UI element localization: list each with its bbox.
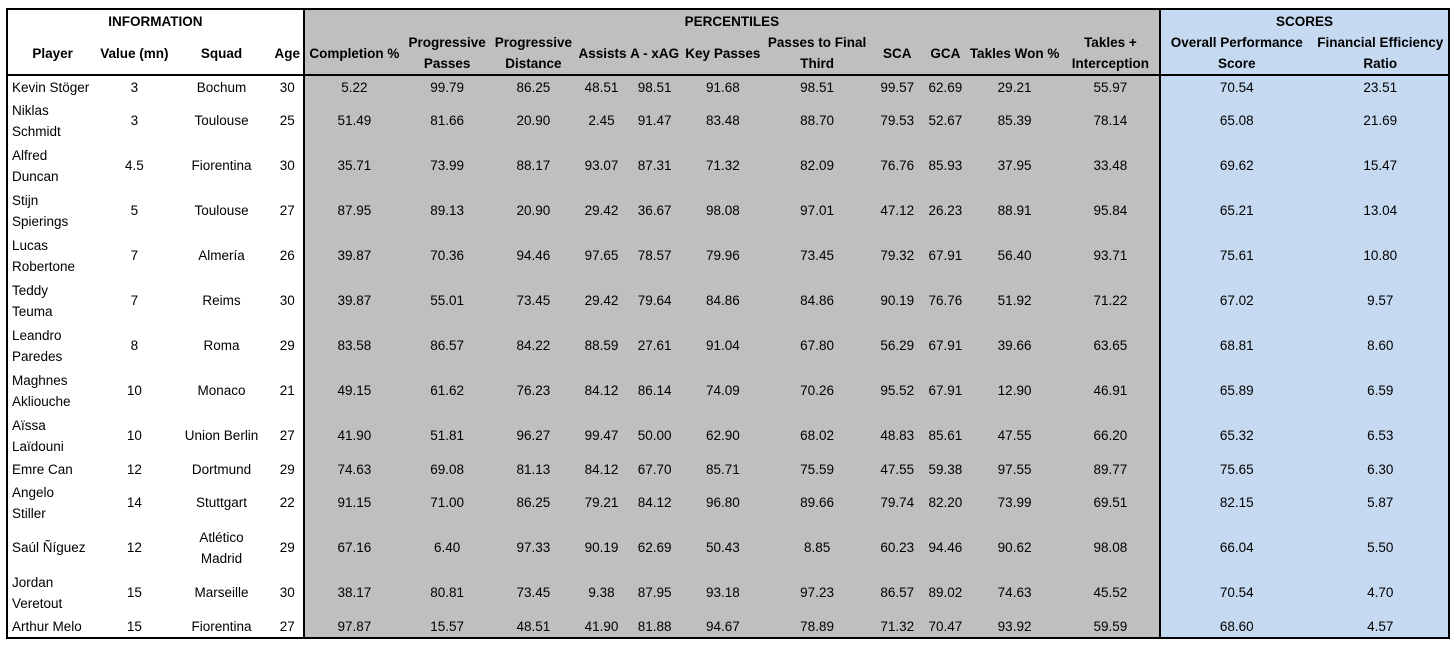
cell-sca: 47.12 (871, 188, 923, 233)
col-header-value: Value (mn) (97, 32, 171, 75)
cell-completion: 41.90 (304, 413, 404, 458)
cell-a-xag: 78.57 (627, 233, 683, 278)
cell-takles-interception: 45.52 (1062, 570, 1160, 615)
table-body (7, 75, 1449, 638)
col-header-financial-efficiency: Financial Efficiency Ratio (1313, 32, 1450, 75)
cell-takles-interception: 46.91 (1062, 368, 1160, 413)
cell-overall-performance: 65.32 (1160, 413, 1312, 458)
cell-financial-efficiency: 5.50 (1313, 525, 1450, 570)
cell-squad: Union Berlin (184, 428, 259, 443)
cell-progressive-distance: 76.23 (490, 368, 576, 413)
cell-value: 15 (126, 585, 142, 600)
cell-takles-won: 74.63 (967, 570, 1061, 615)
table-row (7, 98, 1449, 143)
cell-player: Lucas Robertone (12, 237, 76, 274)
cell-completion: 38.17 (304, 570, 404, 615)
cell-squad: Marseille (194, 585, 249, 600)
cell-takles-interception: 89.77 (1062, 458, 1160, 480)
cell-passes-final-third: 89.66 (763, 480, 871, 525)
col-header-squad: Squad (171, 32, 271, 75)
cell-gca: 67.91 (923, 368, 967, 413)
cell-squad: Toulouse (194, 203, 249, 218)
cell-sca: 48.83 (871, 413, 923, 458)
cell-value: 5 (130, 203, 139, 218)
cell-key-passes: 96.80 (683, 480, 763, 525)
cell-value: 8 (130, 338, 139, 353)
cell-value: 3 (130, 113, 139, 128)
cell-squad: Monaco (197, 383, 246, 398)
cell-progressive-passes: 89.13 (404, 188, 490, 233)
cell-financial-efficiency: 6.59 (1313, 368, 1450, 413)
cell-progressive-distance: 73.45 (490, 570, 576, 615)
cell-passes-final-third: 75.59 (763, 458, 871, 480)
cell-age: 27 (272, 413, 304, 458)
cell-financial-efficiency: 21.69 (1313, 98, 1450, 143)
cell-progressive-passes: 80.81 (404, 570, 490, 615)
cell-value: 14 (126, 495, 142, 510)
cell-gca: 52.67 (923, 98, 967, 143)
cell-assists: 29.42 (576, 278, 626, 323)
cell-sca: 76.76 (871, 143, 923, 188)
cell-assists: 9.38 (576, 570, 626, 615)
col-header-passes-final-third: Passes to Final Third (763, 32, 871, 75)
table-row (7, 233, 1449, 278)
cell-key-passes: 94.67 (683, 615, 763, 638)
cell-passes-final-third: 8.85 (763, 525, 871, 570)
cell-player: Teddy Teuma (12, 282, 53, 319)
cell-sca: 99.57 (871, 75, 923, 98)
col-header-a-xag: A - xAG (627, 32, 683, 75)
cell-assists: 84.12 (576, 368, 626, 413)
cell-key-passes: 98.08 (683, 188, 763, 233)
cell-player: Arthur Melo (12, 618, 82, 634)
cell-key-passes: 62.90 (683, 413, 763, 458)
cell-sca: 86.57 (871, 570, 923, 615)
cell-overall-performance: 67.02 (1160, 278, 1312, 323)
cell-takles-won: 12.90 (967, 368, 1061, 413)
cell-player: Emre Can (12, 461, 73, 477)
cell-completion: 83.58 (304, 323, 404, 368)
col-header-overall-performance: Overall Performance Score (1160, 32, 1312, 75)
cell-age: 29 (272, 323, 304, 368)
cell-a-xag: 87.31 (627, 143, 683, 188)
table-row (7, 323, 1449, 368)
cell-squad: Bochum (196, 79, 247, 95)
cell-completion: 35.71 (304, 143, 404, 188)
col-header-player: Player (7, 32, 97, 75)
cell-a-xag: 98.51 (627, 75, 683, 98)
cell-assists: 2.45 (576, 98, 626, 143)
cell-financial-efficiency: 6.53 (1313, 413, 1450, 458)
cell-progressive-distance: 20.90 (490, 188, 576, 233)
cell-age: 29 (272, 525, 304, 570)
cell-a-xag: 62.69 (627, 525, 683, 570)
cell-passes-final-third: 78.89 (763, 615, 871, 638)
cell-completion: 5.22 (304, 75, 404, 98)
cell-overall-performance: 70.54 (1160, 75, 1312, 98)
group-scores: SCORES (1160, 9, 1449, 32)
cell-squad: Atlético Madrid (199, 529, 244, 566)
cell-progressive-distance: 88.17 (490, 143, 576, 188)
cell-age: 21 (272, 368, 304, 413)
cell-sca: 71.32 (871, 615, 923, 638)
cell-a-xag: 79.64 (627, 278, 683, 323)
cell-assists: 88.59 (576, 323, 626, 368)
cell-sca: 95.52 (871, 368, 923, 413)
cell-progressive-distance: 81.13 (490, 458, 576, 480)
table-row (7, 615, 1449, 638)
cell-progressive-passes: 86.57 (404, 323, 490, 368)
cell-value: 7 (130, 248, 139, 263)
cell-assists: 29.42 (576, 188, 626, 233)
cell-financial-efficiency: 10.80 (1313, 233, 1450, 278)
cell-passes-final-third: 68.02 (763, 413, 871, 458)
cell-assists: 84.12 (576, 458, 626, 480)
cell-a-xag: 36.67 (627, 188, 683, 233)
group-information: INFORMATION (7, 9, 304, 32)
cell-assists: 79.21 (576, 480, 626, 525)
cell-gca: 26.23 (923, 188, 967, 233)
cell-financial-efficiency: 5.87 (1313, 480, 1450, 525)
group-percentiles: PERCENTILES (304, 9, 1160, 32)
table-row (7, 480, 1449, 525)
cell-progressive-passes: 15.57 (404, 615, 490, 638)
column-header-row (7, 32, 1449, 75)
cell-gca: 89.02 (923, 570, 967, 615)
cell-gca: 67.91 (923, 233, 967, 278)
cell-key-passes: 71.32 (683, 143, 763, 188)
group-header-row (7, 9, 1449, 32)
cell-overall-performance: 68.81 (1160, 323, 1312, 368)
cell-takles-interception: 69.51 (1062, 480, 1160, 525)
cell-takles-interception: 71.22 (1062, 278, 1160, 323)
cell-age: 22 (272, 480, 304, 525)
table-row (7, 413, 1449, 458)
cell-key-passes: 74.09 (683, 368, 763, 413)
cell-overall-performance: 68.60 (1160, 615, 1312, 638)
cell-passes-final-third: 70.26 (763, 368, 871, 413)
cell-age: 27 (272, 615, 304, 638)
cell-financial-efficiency: 4.57 (1313, 615, 1450, 638)
cell-player: Jordan Veretout (12, 574, 63, 611)
cell-sca: 79.32 (871, 233, 923, 278)
cell-value: 12 (126, 540, 142, 555)
cell-financial-efficiency: 8.60 (1313, 323, 1450, 368)
cell-squad: Roma (203, 338, 240, 353)
cell-squad: Fiorentina (191, 158, 252, 173)
cell-gca: 67.91 (923, 323, 967, 368)
cell-takles-won: 93.92 (967, 615, 1061, 638)
cell-key-passes: 91.04 (683, 323, 763, 368)
cell-gca: 85.93 (923, 143, 967, 188)
cell-overall-performance: 75.65 (1160, 458, 1312, 480)
cell-passes-final-third: 98.51 (763, 75, 871, 98)
cell-a-xag: 50.00 (627, 413, 683, 458)
cell-takles-won: 85.39 (967, 98, 1061, 143)
cell-takles-interception: 59.59 (1062, 615, 1160, 638)
col-header-takles-interception: Takles + Interception (1062, 32, 1160, 75)
cell-age: 29 (272, 458, 304, 480)
cell-takles-interception: 78.14 (1062, 98, 1160, 143)
cell-takles-won: 51.92 (967, 278, 1061, 323)
cell-overall-performance: 66.04 (1160, 525, 1312, 570)
cell-takles-won: 37.95 (967, 143, 1061, 188)
cell-key-passes: 79.96 (683, 233, 763, 278)
cell-gca: 59.38 (923, 458, 967, 480)
cell-financial-efficiency: 15.47 (1313, 143, 1450, 188)
cell-completion: 97.87 (304, 615, 404, 638)
cell-takles-won: 97.55 (967, 458, 1061, 480)
cell-takles-interception: 93.71 (1062, 233, 1160, 278)
cell-takles-won: 56.40 (967, 233, 1061, 278)
cell-passes-final-third: 73.45 (763, 233, 871, 278)
cell-assists: 93.07 (576, 143, 626, 188)
cell-assists: 99.47 (576, 413, 626, 458)
cell-key-passes: 91.68 (683, 75, 763, 98)
cell-sca: 79.74 (871, 480, 923, 525)
cell-age: 30 (272, 278, 304, 323)
col-header-progressive-distance: Progressive Distance (490, 32, 576, 75)
cell-player: Saúl Ñíguez (12, 540, 86, 555)
table-row (7, 75, 1449, 98)
cell-player: Aïssa Laïdouni (12, 417, 64, 454)
cell-sca: 56.29 (871, 323, 923, 368)
col-header-gca: GCA (923, 32, 967, 75)
table-row (7, 368, 1449, 413)
cell-player: Stijn Spierings (12, 192, 69, 229)
cell-progressive-passes: 69.08 (404, 458, 490, 480)
cell-age: 26 (272, 233, 304, 278)
cell-takles-won: 88.91 (967, 188, 1061, 233)
cell-overall-performance: 75.61 (1160, 233, 1312, 278)
cell-passes-final-third: 84.86 (763, 278, 871, 323)
cell-squad: Fiorentina (191, 618, 252, 634)
cell-key-passes: 85.71 (683, 458, 763, 480)
cell-a-xag: 91.47 (627, 98, 683, 143)
cell-player: Kevin Stöger (12, 79, 90, 95)
table-row (7, 143, 1449, 188)
cell-age: 30 (272, 570, 304, 615)
cell-assists: 41.90 (576, 615, 626, 638)
cell-assists: 97.65 (576, 233, 626, 278)
cell-progressive-passes: 6.40 (404, 525, 490, 570)
cell-squad: Almería (198, 248, 245, 263)
cell-gca: 70.47 (923, 615, 967, 638)
cell-passes-final-third: 88.70 (763, 98, 871, 143)
cell-passes-final-third: 97.23 (763, 570, 871, 615)
cell-sca: 79.53 (871, 98, 923, 143)
cell-sca: 60.23 (871, 525, 923, 570)
cell-progressive-passes: 71.00 (404, 480, 490, 525)
cell-takles-interception: 95.84 (1062, 188, 1160, 233)
cell-progressive-distance: 86.25 (490, 75, 576, 98)
cell-completion: 49.15 (304, 368, 404, 413)
cell-overall-performance: 69.62 (1160, 143, 1312, 188)
cell-gca: 76.76 (923, 278, 967, 323)
cell-value: 10 (126, 383, 142, 398)
cell-passes-final-third: 82.09 (763, 143, 871, 188)
cell-age: 27 (272, 188, 304, 233)
cell-a-xag: 67.70 (627, 458, 683, 480)
cell-overall-performance: 65.89 (1160, 368, 1312, 413)
cell-value: 10 (126, 428, 142, 443)
cell-player: Leandro Paredes (12, 327, 63, 364)
cell-financial-efficiency: 9.57 (1313, 278, 1450, 323)
cell-takles-won: 73.99 (967, 480, 1061, 525)
cell-squad: Reims (202, 293, 241, 308)
cell-progressive-passes: 70.36 (404, 233, 490, 278)
cell-progressive-passes: 51.81 (404, 413, 490, 458)
cell-takles-won: 47.55 (967, 413, 1061, 458)
col-header-key-passes: Key Passes (683, 32, 763, 75)
cell-a-xag: 27.61 (627, 323, 683, 368)
cell-financial-efficiency: 13.04 (1313, 188, 1450, 233)
cell-key-passes: 93.18 (683, 570, 763, 615)
cell-financial-efficiency: 6.30 (1313, 458, 1450, 480)
cell-sca: 90.19 (871, 278, 923, 323)
cell-passes-final-third: 67.80 (763, 323, 871, 368)
table-row (7, 570, 1449, 615)
cell-assists: 48.51 (576, 75, 626, 98)
table-row (7, 188, 1449, 233)
cell-a-xag: 81.88 (627, 615, 683, 638)
cell-key-passes: 50.43 (683, 525, 763, 570)
table-row (7, 525, 1449, 570)
cell-gca: 62.69 (923, 75, 967, 98)
cell-completion: 39.87 (304, 278, 404, 323)
cell-gca: 94.46 (923, 525, 967, 570)
cell-gca: 85.61 (923, 413, 967, 458)
cell-takles-interception: 98.08 (1062, 525, 1160, 570)
col-header-takles-won: Takles Won % (967, 32, 1061, 75)
cell-progressive-distance: 97.33 (490, 525, 576, 570)
cell-progressive-distance: 94.46 (490, 233, 576, 278)
cell-completion: 67.16 (304, 525, 404, 570)
cell-sca: 47.55 (871, 458, 923, 480)
cell-progressive-passes: 73.99 (404, 143, 490, 188)
cell-player: Maghnes Akliouche (12, 372, 71, 409)
player-stats-table (6, 8, 1450, 639)
cell-overall-performance: 70.54 (1160, 570, 1312, 615)
cell-a-xag: 87.95 (627, 570, 683, 615)
cell-progressive-passes: 99.79 (404, 75, 490, 98)
cell-gca: 82.20 (923, 480, 967, 525)
cell-value: 4.5 (124, 158, 144, 173)
cell-progressive-distance: 20.90 (490, 98, 576, 143)
cell-overall-performance: 82.15 (1160, 480, 1312, 525)
cell-overall-performance: 65.21 (1160, 188, 1312, 233)
cell-completion: 91.15 (304, 480, 404, 525)
cell-completion: 39.87 (304, 233, 404, 278)
cell-financial-efficiency: 23.51 (1313, 75, 1450, 98)
cell-takles-interception: 33.48 (1062, 143, 1160, 188)
cell-takles-won: 39.66 (967, 323, 1061, 368)
cell-financial-efficiency: 4.70 (1313, 570, 1450, 615)
cell-completion: 51.49 (304, 98, 404, 143)
cell-squad: Dortmund (191, 461, 252, 477)
cell-progressive-distance: 96.27 (490, 413, 576, 458)
table-row (7, 458, 1449, 480)
cell-completion: 87.95 (304, 188, 404, 233)
cell-progressive-distance: 86.25 (490, 480, 576, 525)
cell-takles-won: 29.21 (967, 75, 1061, 98)
table-row (7, 278, 1449, 323)
cell-progressive-distance: 84.22 (490, 323, 576, 368)
cell-value: 7 (130, 293, 139, 308)
col-header-progressive-passes: Progressive Passes (404, 32, 490, 75)
cell-a-xag: 86.14 (627, 368, 683, 413)
col-header-assists: Assists (576, 32, 626, 75)
cell-overall-performance: 65.08 (1160, 98, 1312, 143)
cell-value: 15 (126, 618, 142, 634)
cell-progressive-passes: 61.62 (404, 368, 490, 413)
cell-player: Angelo Stiller (12, 484, 55, 521)
cell-passes-final-third: 97.01 (763, 188, 871, 233)
cell-age: 30 (272, 75, 304, 98)
cell-progressive-distance: 73.45 (490, 278, 576, 323)
cell-progressive-passes: 55.01 (404, 278, 490, 323)
cell-squad: Stuttgart (196, 495, 248, 510)
cell-takles-interception: 55.97 (1062, 75, 1160, 98)
col-header-completion: Completion % (304, 32, 404, 75)
cell-progressive-passes: 81.66 (404, 98, 490, 143)
cell-completion: 74.63 (304, 458, 404, 480)
cell-age: 30 (272, 143, 304, 188)
col-header-age: Age (272, 32, 304, 75)
cell-assists: 90.19 (576, 525, 626, 570)
cell-takles-won: 90.62 (967, 525, 1061, 570)
cell-a-xag: 84.12 (627, 480, 683, 525)
cell-takles-interception: 66.20 (1062, 413, 1160, 458)
cell-key-passes: 83.48 (683, 98, 763, 143)
cell-player: Alfred Duncan (12, 147, 59, 184)
cell-age: 25 (272, 98, 304, 143)
col-header-sca: SCA (871, 32, 923, 75)
cell-squad: Toulouse (194, 113, 249, 128)
cell-value: 3 (130, 79, 139, 95)
cell-value: 12 (126, 461, 142, 477)
cell-player: Niklas Schmidt (12, 102, 61, 139)
cell-progressive-distance: 48.51 (490, 615, 576, 638)
cell-takles-interception: 63.65 (1062, 323, 1160, 368)
cell-key-passes: 84.86 (683, 278, 763, 323)
